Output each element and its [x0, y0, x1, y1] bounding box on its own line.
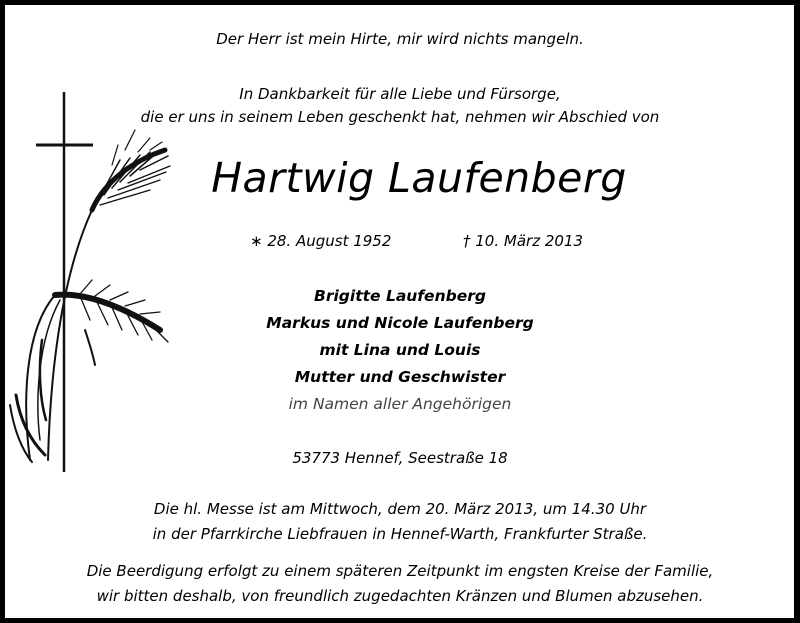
burial-info-line-1: Die Beerdigung erfolgt zu einem späteren Zeitpunkt im engsten Kreise der Familie,	[86, 562, 714, 580]
mass-info-line-1: Die hl. Messe ist am Mittwoch, dem 20. März 2013, um 14.30 Uhr	[153, 500, 647, 518]
deceased-name: Hartwig Laufenberg	[211, 154, 627, 202]
family-member: Markus und Nicole Laufenberg	[266, 314, 534, 332]
family-member: Brigitte Laufenberg	[314, 287, 486, 305]
thanks-line-1: In Dankbarkeit für alle Liebe und Fürsorge,	[239, 85, 561, 103]
death-date: † 10. März 2013	[463, 232, 584, 250]
address: 53773 Hennef, Seestraße 18	[292, 449, 508, 467]
psalm-quote: Der Herr ist mein Hirte, mir wird nichts mangeln.	[216, 30, 584, 48]
family-closing: im Namen aller Angehörigen	[288, 395, 512, 413]
birth-date: ∗ 28. August 1952	[250, 232, 392, 250]
burial-info-line-2: wir bitten deshalb, von freundlich zugedachten Kränzen und Blumen abzusehen.	[96, 587, 704, 605]
mass-info-line-2: in der Pfarrkirche Liebfrauen in Hennef-Warth, Frankfurter Straße.	[152, 525, 648, 543]
thanks-line-2: die er uns in seinem Leben geschenkt hat, nehmen wir Abschied von	[140, 108, 660, 126]
family-member: mit Lina und Louis	[319, 341, 481, 359]
family-member: Mutter und Geschwister	[294, 368, 506, 386]
